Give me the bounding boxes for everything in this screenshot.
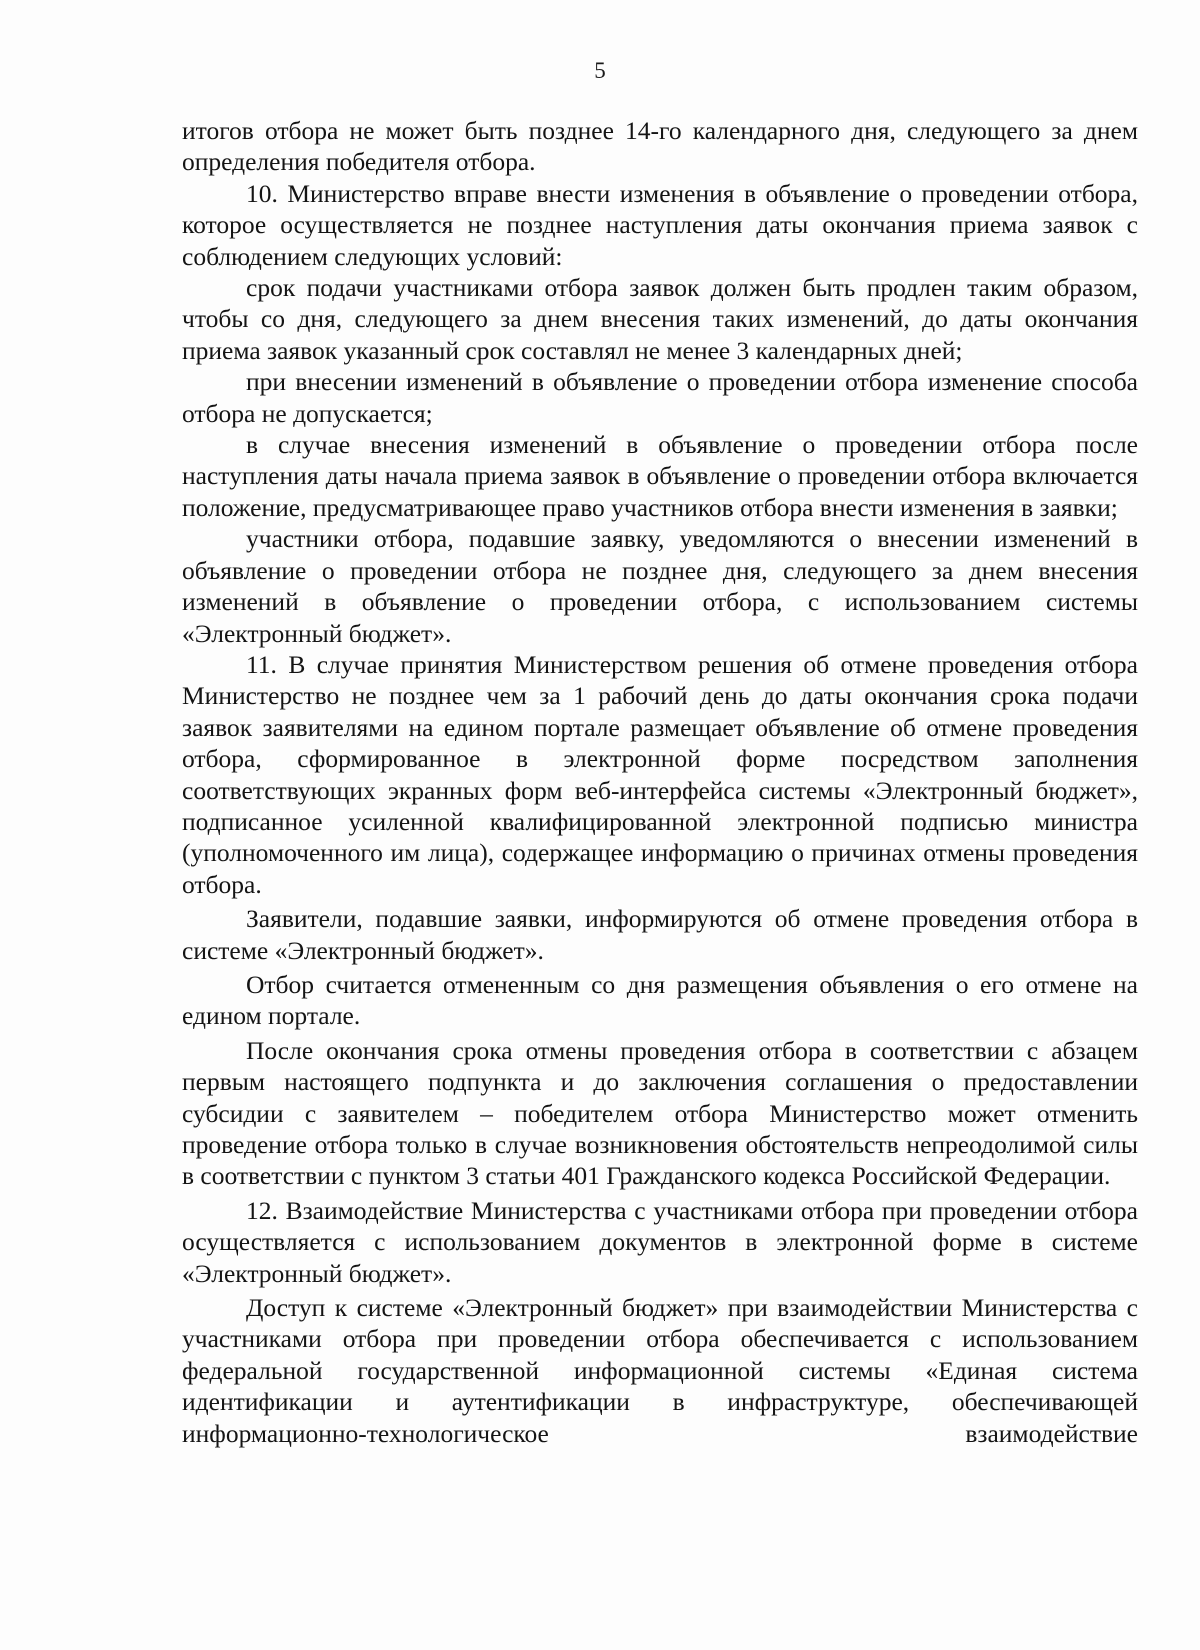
paragraph-condition-method: при внесении изменений в объявление о проведении отбора изменение способа отбора не допускается; xyxy=(182,367,1138,428)
document-body xyxy=(182,115,1138,1449)
paragraph-applicants-informed: Заявители, подавшие заявки, информируются об отмене проведения отбора в системе «Электронный бюджет». xyxy=(182,904,1138,965)
paragraph-clause-11: 11. В случае принятия Министерством решения об отмене проведения отбора Министерство не позднее чем за 1 рабочий день до даты окончания срока подачи заявок заявителями на едином портале размещает объявление об отмене проведения отбора, сформированное в электронной форме посредством заполнения соответствующих экранных форм веб-интерфейса системы «Электронный бюджет», подписанное усиленной квалифицированной электронной подписью министра (уполномоченного им лица), содержащее информацию о причинах отмены проведения отбора. xyxy=(182,649,1138,899)
paragraph-clause-10: 10. Министерство вправе внести изменения в объявление о проведении отбора, которое осуществляется не позднее наступления даты окончания приема заявок с соблюдением следующих условий: xyxy=(182,178,1138,271)
paragraph-system-access: Доступ к системе «Электронный бюджет» при взаимодействии Министерства с участниками отбора при проведении отбора обеспечивается с использованием федеральной государственной информационной системы «Единая система идентификации и аутентификации в инфраструктуре, обеспечивающей информационно-технологическое взаимодействие xyxy=(182,1293,1138,1448)
paragraph-clause-12: 12. Взаимодействие Министерства с участниками отбора при проведении отбора осуществляется с использованием документов в электронной форме в системе «Электронный бюджет». xyxy=(182,1195,1138,1288)
page-number: 5 xyxy=(594,58,606,83)
paragraph-force-majeure: После окончания срока отмены проведения отбора в соответствии с абзацем первым настоящего подпункта и до заключения соглашения о предоставлении субсидии с заявителем – победителем отбора Министерство может отменить проведение отбора только в случае возникновения обстоятельств непреодолимой силы в соответствии с пунктом 3 статьи 401 Гражданского кодекса Российской Федерации. xyxy=(182,1035,1138,1191)
paragraph-condition-amendments: в случае внесения изменений в объявление о проведении отбора после наступления даты начала приема заявок в объявление о проведении отбора включается положение, предусматривающее право участников отбора внести изменения в заявки; xyxy=(182,430,1138,522)
paragraph-condition-notification: участники отбора, подавшие заявку, уведомляются о внесении изменений в объявление о проведении отбора не позднее дня, следующего за днем внесения изменений в объявление о проведении отбора, с использованием системы «Электронный бюджет». xyxy=(182,524,1138,648)
paragraph-continuation: итогов отбора не может быть позднее 14-го календарного дня, следующего за днем определения победителя отбора. xyxy=(182,116,1138,177)
paragraph-condition-deadline: срок подачи участниками отбора заявок должен быть продлен таким образом, чтобы со дня, следующего за днем внесения таких изменений, до даты окончания приема заявок указанный срок составлял не менее 3 календарных дней; xyxy=(182,273,1138,365)
paragraph-selection-cancelled: Отбор считается отмененным со дня размещения объявления о его отмене на едином портале. xyxy=(182,969,1138,1031)
